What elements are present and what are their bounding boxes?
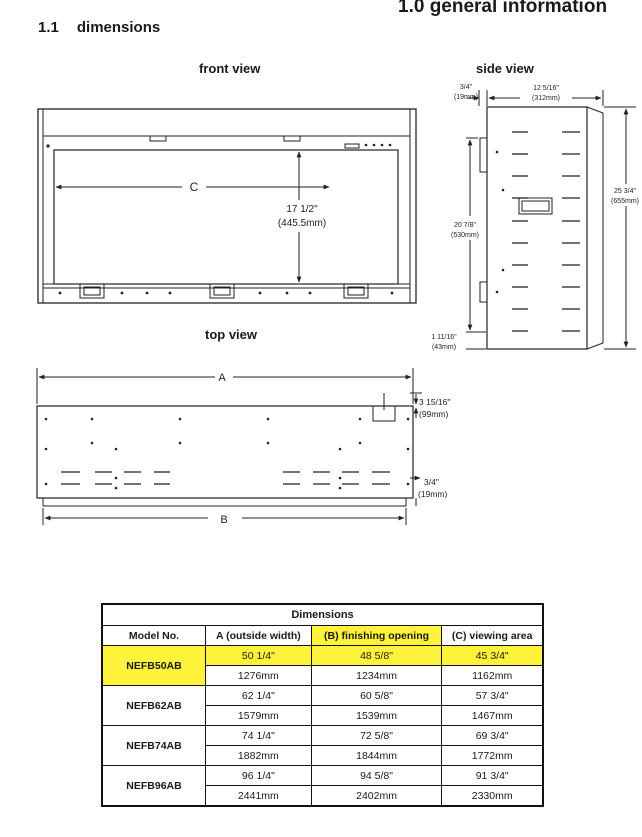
model-cell: NEFB50AB xyxy=(102,646,206,686)
value-cell: 50 1/4" xyxy=(206,646,312,666)
table-row xyxy=(102,646,543,666)
section-title: 1.0 general information xyxy=(398,0,608,17)
header-finishing-opening: (B) finishing opening xyxy=(311,626,442,646)
value-cell: 62 1/4" xyxy=(206,686,312,706)
value-cell: 1276mm xyxy=(206,666,312,686)
dimension-c-label: C xyxy=(189,180,199,194)
dimensions-table xyxy=(101,603,544,807)
subsection-title: dimensions xyxy=(76,19,161,36)
front-height-mm: (445.5mm) xyxy=(277,218,327,229)
side-view-title: side view xyxy=(476,61,534,76)
side-d5-mm: (43mm) xyxy=(431,344,457,351)
value-cell: 91 3/4" xyxy=(442,766,543,786)
subsection-number: 1.1 xyxy=(38,19,59,36)
model-cell: NEFB62AB xyxy=(102,686,206,726)
table-title: Dimensions xyxy=(102,604,543,626)
side-d4-mm: (655mm) xyxy=(610,198,640,205)
value-cell: 94 5/8" xyxy=(311,766,442,786)
side-d2-mm: (312mm) xyxy=(531,95,561,102)
value-cell: 1579mm xyxy=(206,706,312,726)
value-cell: 48 5/8" xyxy=(311,646,442,666)
side-d1-inches: 3/4" xyxy=(459,84,473,91)
value-cell: 60 5/8" xyxy=(311,686,442,706)
value-cell: 69 3/4" xyxy=(442,726,543,746)
top-d7-mm: (19mm) xyxy=(418,489,448,499)
side-d1-mm: (19mm) xyxy=(453,94,479,101)
value-cell: 1234mm xyxy=(311,666,442,686)
table-header-row xyxy=(102,626,543,646)
value-cell: 1844mm xyxy=(311,746,442,766)
front-view-drawing xyxy=(38,109,416,303)
value-cell: 96 1/4" xyxy=(206,766,312,786)
table-row xyxy=(102,726,543,746)
value-cell: 1882mm xyxy=(206,746,312,766)
top-view-title: top view xyxy=(205,327,258,342)
side-d2-inches: 12 5/16" xyxy=(533,85,559,92)
value-cell: 45 3/4" xyxy=(442,646,543,666)
table-row xyxy=(102,766,543,786)
value-cell: 57 3/4" xyxy=(442,686,543,706)
value-cell: 72 5/8" xyxy=(311,726,442,746)
top-d6-inches: 3 15/16" xyxy=(419,397,451,407)
header-viewing-area: (C) viewing area xyxy=(442,626,543,646)
header-outside-width: A (outside width) xyxy=(206,626,312,646)
header-model: Model No. xyxy=(102,626,206,646)
front-view-title: front view xyxy=(199,61,261,76)
value-cell: 1467mm xyxy=(442,706,543,726)
value-cell: 1539mm xyxy=(311,706,442,726)
dimension-a-label: A xyxy=(218,372,226,384)
top-view-drawing xyxy=(37,368,422,525)
model-cell: NEFB74AB xyxy=(102,726,206,766)
side-view-drawing xyxy=(466,90,636,349)
value-cell: 1162mm xyxy=(442,666,543,686)
value-cell: 2402mm xyxy=(311,786,442,807)
side-d5-inches: 1 11/16" xyxy=(431,334,457,341)
top-d6-mm: (99mm) xyxy=(419,409,449,419)
side-d4-inches: 25 3/4" xyxy=(614,188,636,195)
top-d7-inches: 3/4" xyxy=(424,477,439,487)
model-cell: NEFB96AB xyxy=(102,766,206,807)
side-d3-mm: (530mm) xyxy=(450,232,480,239)
dimension-b-label: B xyxy=(220,514,228,526)
side-d3-inches: 20 7/8" xyxy=(454,222,476,229)
value-cell: 2441mm xyxy=(206,786,312,807)
value-cell: 2330mm xyxy=(442,786,543,807)
front-height-inches: 17 1/2" xyxy=(286,204,318,215)
table-row xyxy=(102,686,543,706)
value-cell: 74 1/4" xyxy=(206,726,312,746)
value-cell: 1772mm xyxy=(442,746,543,766)
